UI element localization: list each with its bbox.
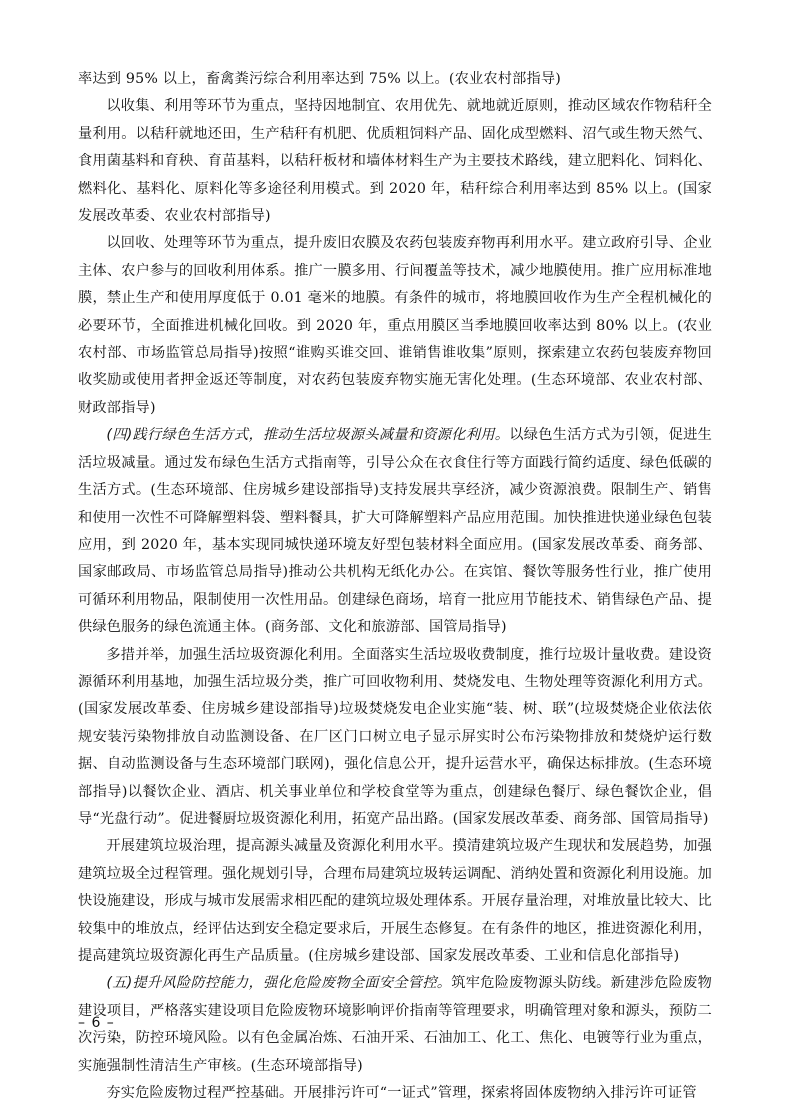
- paragraph-1: 率达到 95% 以上，畜禽粪污综合利用率达到 75% 以上。(农业农村部指导): [78, 71, 562, 87]
- document-body: [78, 66, 712, 1107]
- section-heading-5: (五)提升风险防控能力，强化危险废物全面安全管控。: [106, 975, 452, 992]
- paragraph-7: (五)提升风险防控能力，强化危险废物全面安全管控。筑牢危险废物源头防线。新建涉危险废物建设项目，严格落实建设项目危险废物环境影响评价指南等管理要求，明确管理对象和源头，预防二次污染，防控环境风险。以有色金属冶炼、石油开采、石油加工、化工、焦化、电镀等行业为重点，实施强制性清洁生产审核。(生态环境部指导): [78, 975, 712, 1074]
- paragraph-8: 夯实危险废物过程严控基础。开展排污许可“一证式”管理，探索将固体废物纳入排污许可证管: [106, 1085, 697, 1102]
- paragraph-5: 多措并举，加强生活垃圾资源化利用。全面落实生活垃圾收费制度，推行垃圾计量收费。建设资源循环利用基地，加强生活垃圾分类，推广可回收物利用、焚烧发电、生物处理等资源化利用方式。(国家发展改革委、住房城乡建设部指导)垃圾焚烧发电企业实施“装、树、联”(垃圾焚烧企业依法依规安装污染物排放自动监测设备、在厂区门口树立电子显示屏实时公布污染物排放和焚烧炉运行数据、自动监测设备与生态环境部门联网)，强化信息公开，提升运营水平，确保达标排放。(生态环境部指导)以餐饮企业、酒店、机关事业单位和学校食堂等为重点，创建绿色餐厅、绿色餐饮企业，倡导“光盘行动”。促进餐厨垃圾资源化利用，拓宽产品出路。(国家发展改革委、商务部、国管局指导): [78, 646, 712, 827]
- section-heading-4: (四)践行绿色生活方式，推动生活垃圾源头减量和资源化利用。: [106, 427, 510, 444]
- paragraph-4: (四)践行绿色生活方式，推动生活垃圾源头减量和资源化利用。以绿色生活方式为引领，促进生活垃圾减量。通过发布绿色生活方式指南等，引导公众在衣食住行等方面践行简约适度、绿色低碳的生活方式。(生态环境部、住房城乡建设部指导)支持发展共享经济，减少资源浪费。限制生产、销售和使用一次性不可降解塑料袋、塑料餐具，扩大可降解塑料产品应用范围。加快推进快递业绿色包装应用，到 2020 年，基本实现同城快递环境友好型包装材料全面应用。(国家发展改革委、商务部、国家邮政局、市场监管总局指导)推动公共机构无纸化办公。在宾馆、餐饮等服务性行业，推广使用可循环利用物品，限制使用一次性用品。创建绿色商场，培育一批应用节能技术、销售绿色产品、提供绿色服务的绿色流通主体。(商务部、文化和旅游部、国管局指导): [78, 427, 712, 636]
- paragraph-6: 开展建筑垃圾治理，提高源头减量及资源化利用水平。摸清建筑垃圾产生现状和发展趋势，加强建筑垃圾全过程管理。强化规划引导，合理布局建筑垃圾转运调配、消纳处置和资源化利用设施。加快设施建设，形成与城市发展需求相匹配的建筑垃圾处理体系。开展存量治理，对堆放量比较大、比较集中的堆放点，经评估达到安全稳定要求后，开展生态修复。在有条件的地区，推进资源化利用，提高建筑垃圾资源化再生产品质量。(住房城乡建设部、国家发展改革委、工业和信息化部指导): [78, 838, 712, 964]
- paragraph-2: 以收集、利用等环节为重点，坚持因地制宜、农用优先、就地就近原则，推动区域农作物秸秆全量利用。以秸秆就地还田，生产秸秆有机肥、优质粗饲料产品、固化成型燃料、沼气或生物天然气、食用菌基料和育秧、育苗基料，以秸秆板材和墙体材料生产为主要技术路线，建立肥料化、饲料化、燃料化、基料化、原料化等多途径利用模式。到 2020 年，秸秆综合利用率达到 85% 以上。(国家发展改革委、农业农村部指导): [78, 98, 712, 225]
- paragraph-3: 以回收、处理等环节为重点，提升废旧农膜及农药包装废弃物再利用水平。建立政府引导、企业主体、农户参与的回收利用体系。推广一膜多用、行间覆盖等技术，减少地膜使用。推广应用标准地膜，禁止生产和使用厚度低于 0.01 毫米的地膜。有条件的城市，将地膜回收作为生产全程机械化的必要环节，全面推进机械化回收。到 2020 年，重点用膜区当季地膜回收率达到 80% 以上。(农业农村部、市场监管总局指导)按照“谁购买谁交回、谁销售谁收集”原则，探索建立农药包装废弃物回收奖励或使用者押金返还等制度，对农药包装废弃物实施无害化处理。(生态环境部、农业农村部、财政部指导): [78, 235, 712, 416]
- page-number: – 6 –: [78, 1015, 115, 1031]
